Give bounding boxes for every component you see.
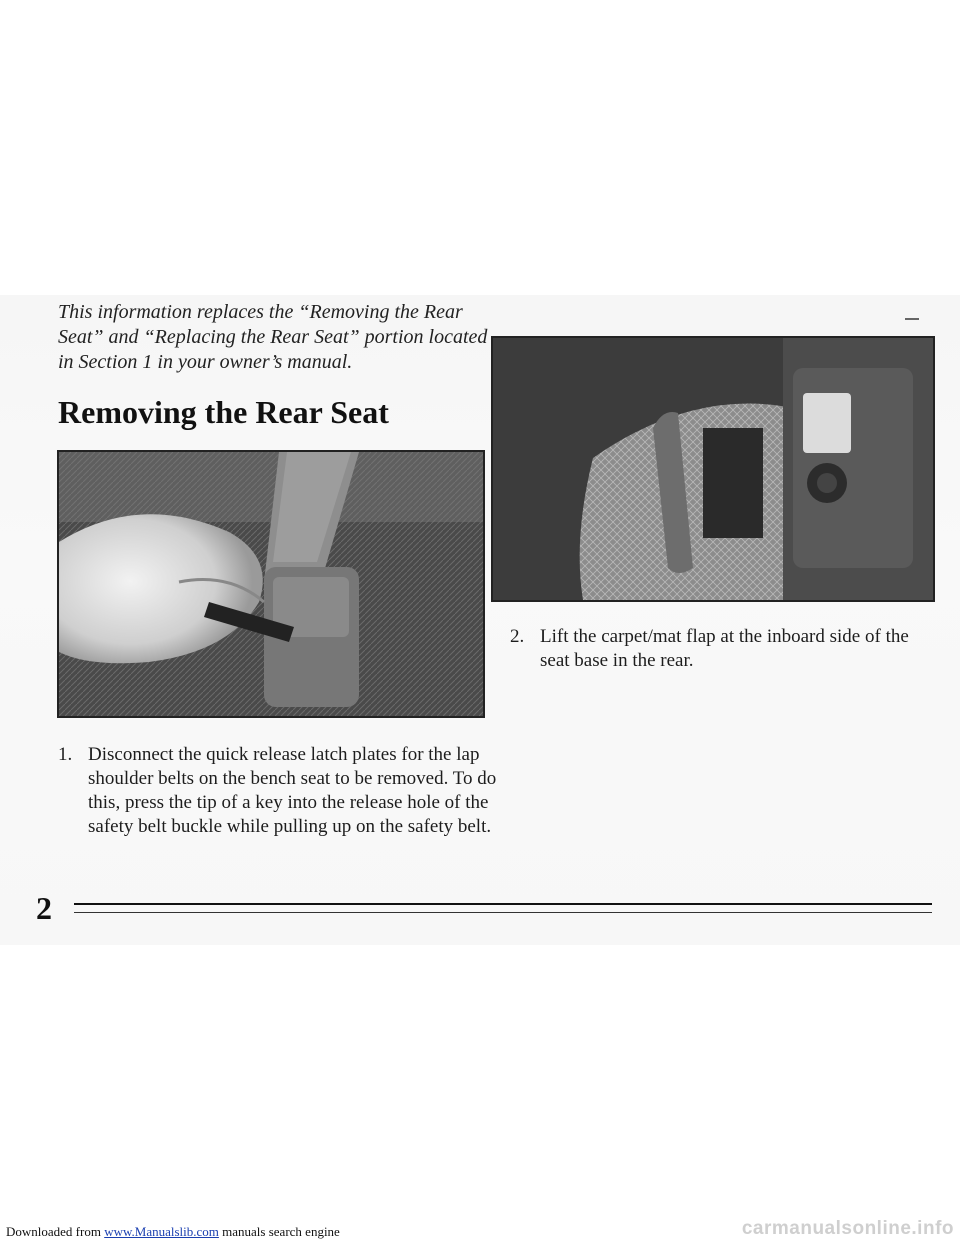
footer-prefix: Downloaded from xyxy=(6,1224,101,1239)
instruction-step-2 xyxy=(510,625,930,673)
step-number: 1. xyxy=(58,744,73,765)
footer-rule xyxy=(74,903,932,905)
download-footer xyxy=(6,1224,340,1240)
footer-suffix: manuals search engine xyxy=(222,1224,340,1239)
manualslib-link[interactable]: www.Manualslib.com xyxy=(104,1224,219,1239)
margin-mark xyxy=(905,318,919,320)
intro-note: This information replaces the “Removing the Rear Seat” and “Replacing the Rear Seat” portion located in Section 1 in your owner’s manual. xyxy=(58,301,488,373)
instruction-step-1 xyxy=(58,743,498,839)
footer-rule-thin xyxy=(74,912,932,913)
page-number: 2 xyxy=(36,890,52,926)
step-text: Disconnect the quick release latch plates for the lap shoulder belts on the bench seat to be removed. To do this, press the tip of a key into the release hole of the safety belt buckle while pulling up on the safety belt. xyxy=(88,744,497,837)
seatbelt-buckle-photo xyxy=(57,450,485,718)
step-text: Lift the carpet/mat flap at the inboard side of the seat base in the rear. xyxy=(540,626,909,671)
carpet-flap-photo xyxy=(491,336,935,602)
site-watermark: carmanualsonline.info xyxy=(741,1218,954,1239)
section-heading: Removing the Rear Seat xyxy=(58,394,389,430)
step-number: 2. xyxy=(510,626,525,647)
